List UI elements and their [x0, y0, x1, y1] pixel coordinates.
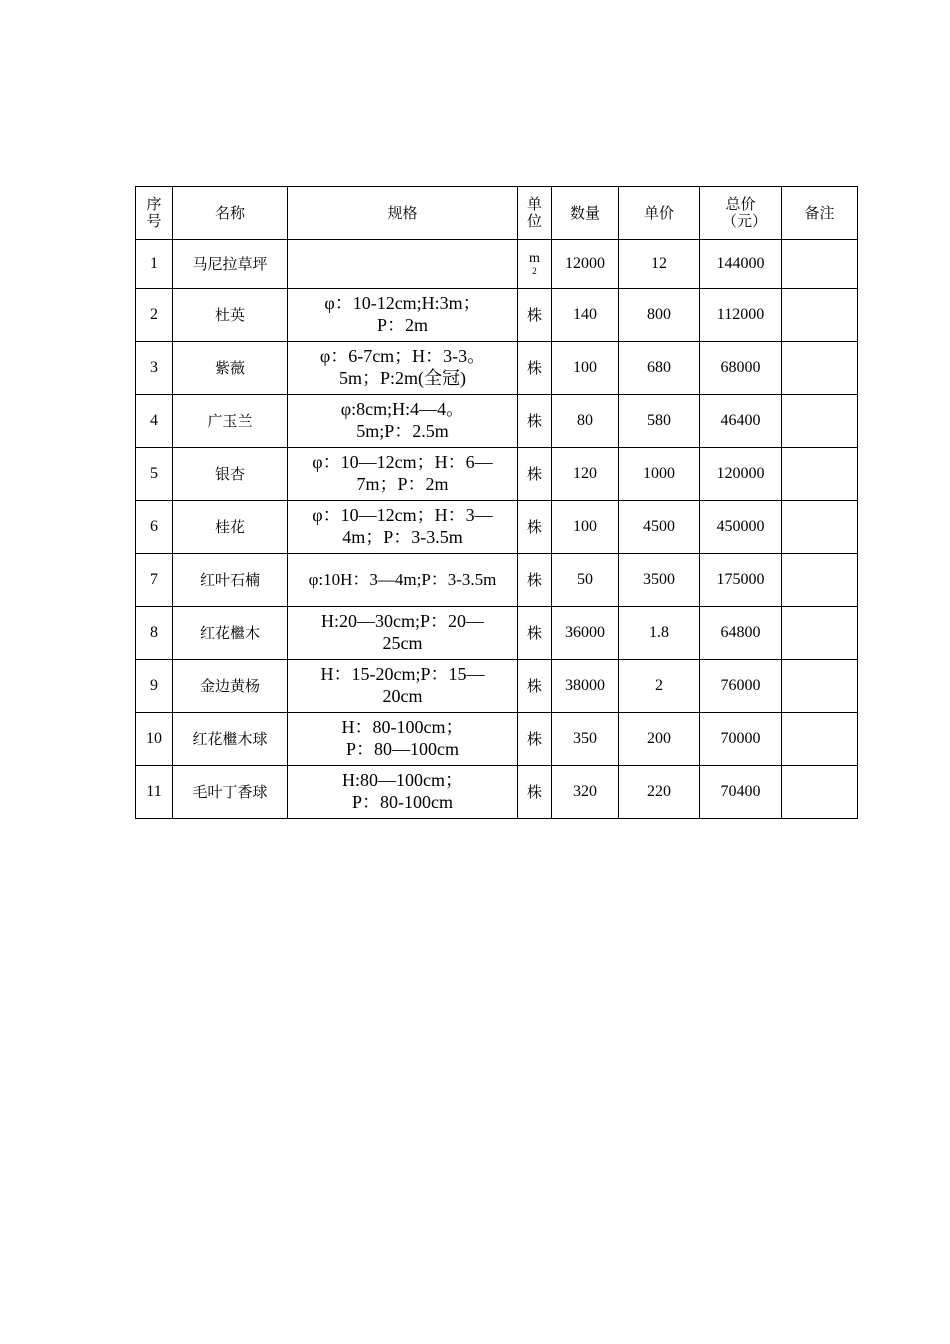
table-row: [136, 660, 858, 713]
cell-name: 杜英: [173, 289, 288, 342]
unit-symbol: m: [529, 251, 540, 266]
cell-price: 3500: [619, 554, 700, 607]
cell-total: 70000: [700, 713, 782, 766]
header-seq: 序号: [136, 187, 173, 240]
header-note: 备注: [782, 187, 858, 240]
cell-qty: 320: [552, 766, 619, 819]
cell-total: 450000: [700, 501, 782, 554]
header-qty: 数量: [552, 187, 619, 240]
cell-seq: 3: [136, 342, 173, 395]
header-unit: 单位: [518, 187, 552, 240]
cell-qty: 12000: [552, 240, 619, 289]
cell-seq: 4: [136, 395, 173, 448]
cell-name: 红叶石楠: [173, 554, 288, 607]
cell-price: 12: [619, 240, 700, 289]
table-row: [136, 501, 858, 554]
cell-unit: 株: [518, 766, 552, 819]
cell-unit: 株: [518, 395, 552, 448]
cell-total: 68000: [700, 342, 782, 395]
cell-note: [782, 713, 858, 766]
cell-note: [782, 448, 858, 501]
cell-note: [782, 501, 858, 554]
cell-spec: H：15-20cm;P：15—20cm: [288, 660, 518, 713]
cell-price: 2: [619, 660, 700, 713]
cell-seq: 5: [136, 448, 173, 501]
cell-spec: φ:10H：3—4m;P：3-3.5m: [288, 554, 518, 607]
cell-unit: [518, 240, 552, 289]
table-row: [136, 342, 858, 395]
cell-note: [782, 395, 858, 448]
cell-qty: 80: [552, 395, 619, 448]
cell-spec: φ:8cm;H:4—4。5m;P：2.5m: [288, 395, 518, 448]
cell-qty: 100: [552, 342, 619, 395]
cell-name: 紫薇: [173, 342, 288, 395]
cell-spec: φ：10—12cm；H：6—7m；P：2m: [288, 448, 518, 501]
cell-spec: H:80—100cm；P：80-100cm: [288, 766, 518, 819]
cell-unit: 株: [518, 289, 552, 342]
cell-spec: φ：6-7cm；H：3-3。5m；P:2m(全冠): [288, 342, 518, 395]
table-row: [136, 554, 858, 607]
cell-total: 120000: [700, 448, 782, 501]
cell-total: 144000: [700, 240, 782, 289]
cell-qty: 38000: [552, 660, 619, 713]
cell-unit: 株: [518, 607, 552, 660]
cell-price: 580: [619, 395, 700, 448]
cell-price: 4500: [619, 501, 700, 554]
header-total: 总价（元）: [700, 187, 782, 240]
cell-name: 广玉兰: [173, 395, 288, 448]
cell-note: [782, 240, 858, 289]
cell-qty: 100: [552, 501, 619, 554]
cell-seq: 7: [136, 554, 173, 607]
header-price: 单价: [619, 187, 700, 240]
cell-note: [782, 660, 858, 713]
cell-name: 红花檵木: [173, 607, 288, 660]
header-spec: 规格: [288, 187, 518, 240]
cell-price: 1000: [619, 448, 700, 501]
cell-total: 76000: [700, 660, 782, 713]
cell-name: 银杏: [173, 448, 288, 501]
cell-name: 红花檵木球: [173, 713, 288, 766]
table-row: [136, 766, 858, 819]
cell-unit: 株: [518, 713, 552, 766]
cell-qty: 140: [552, 289, 619, 342]
cell-note: [782, 607, 858, 660]
cell-qty: 350: [552, 713, 619, 766]
unit-exponent: 2: [532, 266, 537, 276]
cell-seq: 1: [136, 240, 173, 289]
cell-total: 70400: [700, 766, 782, 819]
cell-name: 毛叶丁香球: [173, 766, 288, 819]
cell-unit: 株: [518, 448, 552, 501]
cell-spec: φ：10—12cm；H：3—4m；P：3-3.5m: [288, 501, 518, 554]
cell-total: 175000: [700, 554, 782, 607]
cell-unit: 株: [518, 501, 552, 554]
cell-price: 220: [619, 766, 700, 819]
table-row: [136, 607, 858, 660]
cell-price: 1.8: [619, 607, 700, 660]
cell-note: [782, 289, 858, 342]
cell-name: 桂花: [173, 501, 288, 554]
cell-seq: 10: [136, 713, 173, 766]
table-row: [136, 395, 858, 448]
cell-spec: [288, 240, 518, 289]
table-row: [136, 448, 858, 501]
cell-total: 112000: [700, 289, 782, 342]
cell-price: 200: [619, 713, 700, 766]
cell-spec: H：80-100cm；P：80—100cm: [288, 713, 518, 766]
cell-total: 46400: [700, 395, 782, 448]
cell-seq: 6: [136, 501, 173, 554]
cell-name: 马尼拉草坪: [173, 240, 288, 289]
cell-qty: 120: [552, 448, 619, 501]
cell-note: [782, 342, 858, 395]
cell-unit: 株: [518, 554, 552, 607]
cell-total: 64800: [700, 607, 782, 660]
cell-qty: 50: [552, 554, 619, 607]
cell-seq: 2: [136, 289, 173, 342]
cell-price: 680: [619, 342, 700, 395]
plant-price-table: [135, 186, 858, 819]
table-row: [136, 240, 858, 289]
header-row: [136, 187, 858, 240]
cell-spec: H:20—30cm;P：20—25cm: [288, 607, 518, 660]
table-row: [136, 289, 858, 342]
cell-unit: 株: [518, 660, 552, 713]
cell-name: 金边黄杨: [173, 660, 288, 713]
cell-spec: φ：10-12cm;H:3m；P：2m: [288, 289, 518, 342]
cell-seq: 11: [136, 766, 173, 819]
header-name: 名称: [173, 187, 288, 240]
cell-note: [782, 554, 858, 607]
cell-note: [782, 766, 858, 819]
cell-price: 800: [619, 289, 700, 342]
cell-seq: 9: [136, 660, 173, 713]
table-row: [136, 713, 858, 766]
cell-qty: 36000: [552, 607, 619, 660]
cell-unit: 株: [518, 342, 552, 395]
cell-seq: 8: [136, 607, 173, 660]
